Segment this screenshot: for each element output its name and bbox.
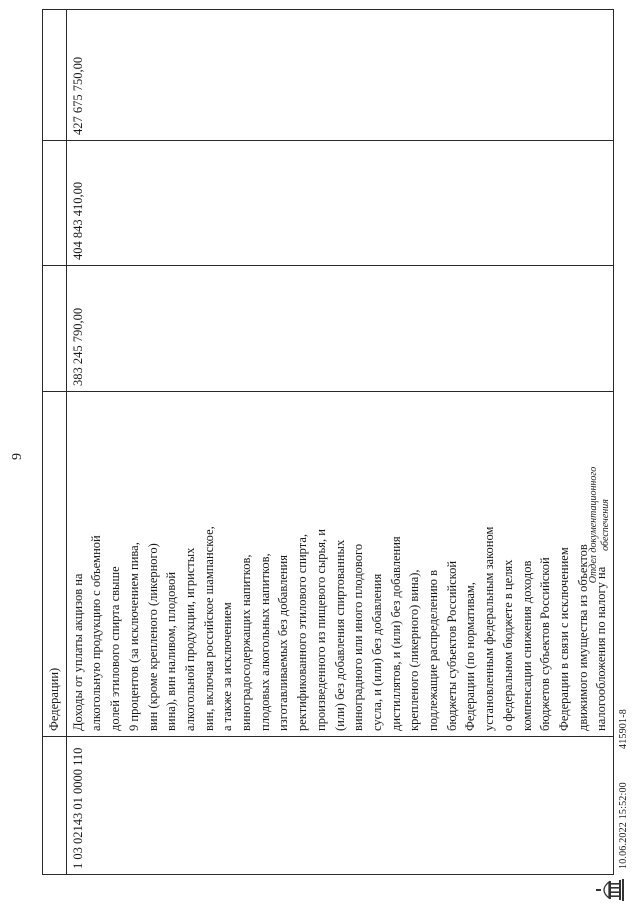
table-row [66,10,613,875]
revenue-description: Доходы от уплаты акцизов на алкогольную продукцию с объемной долей этилового спирта свыше 9 процентов (за исключением пива, вин (кроме крепленого (ликерного) вина), вин наливом, плодовой алкогольной продукции, игристых вин, включая российское шампанское, а также за исключением виноградосодержащих напитков, плодовых алкогольных напитков, изготавливаемых без добавления ректификованного этилового спирта, произведенного из пищевого сырья, и (или) без добавления спиртованных виноградного или иного плодового сусла, и (или) без добавления дистиллятов, и (или) без добавления крепленого (ликерного) вина), подлежащие распределению в бюджеты субъектов Российской Федерации (по нормативам, установленным федеральным законом о федеральном бюджете в целях компенсации снижения доходов бюджетов субъектов Российской Федерации в связи с исключением движимого имущества из объектов налогообложения по налогу на [70,526,609,731]
budget-classification-code: 1 03 02143 01 0000 110 [66,737,613,875]
amount-year-3: 427 675 750,00 [66,10,613,141]
page-number: 9 [10,453,25,460]
continuation-amount-cell-2 [43,141,67,266]
budget-revenue-table [42,9,614,875]
state-duma-emblem-icon [595,879,625,901]
continuation-amount-cell-1 [43,266,67,392]
department-stamp: Отдел документационного обеспечения [588,466,611,584]
document-code: 415901-8 [618,709,629,749]
continuation-row [43,10,67,875]
amount-year-1: 383 245 790,00 [66,266,613,392]
revenue-description-cell [66,392,613,737]
continuation-code-cell [43,737,67,875]
amount-year-2: 404 843 410,00 [66,141,613,266]
continuation-text-cell: Федерации) [43,392,67,737]
continuation-amount-cell-3 [43,10,67,141]
print-timestamp: 10.06.2022 15:52:00 [618,782,629,869]
